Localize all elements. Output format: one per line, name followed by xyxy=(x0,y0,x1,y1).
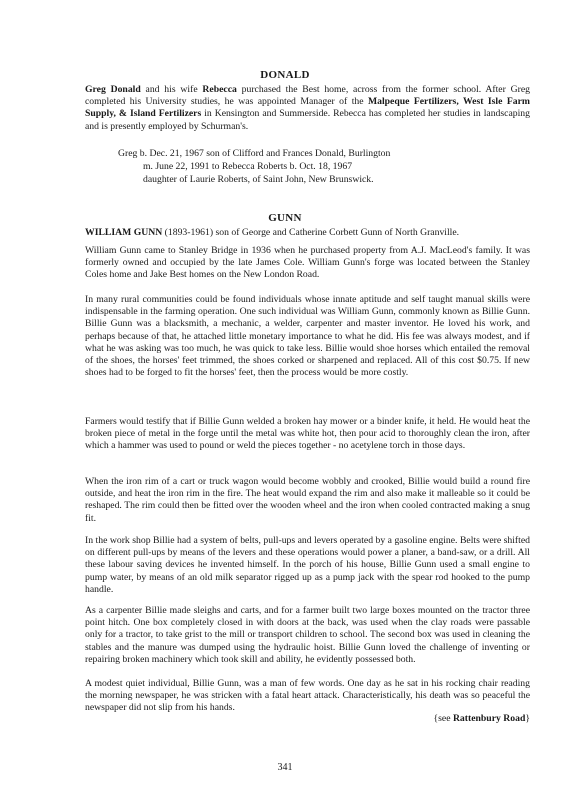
text-run: in Kensington and Summerside. Rebecca has completed her studies in landscaping and is presently employed by Schurman's. xyxy=(85,108,530,132)
paragraph: Farmers would testify that if Billie Gunn welded a broken hay mower or a binder knife, it held. He would heat the broken piece of metal in the forge until the metal was white hot, then pour acid to thoroughly clean the iron, after which a hammer was used to pound or weld the pieces together - no acetylene torch in those days. xyxy=(85,416,530,452)
donald-intro-paragraph xyxy=(85,84,530,133)
reference-name: Rattenbury Road xyxy=(452,713,526,724)
genealogy-line-marriage: m. June 22, 1991 to Rebecca Roberts b. Oct. 18, 1967 xyxy=(143,161,353,172)
paragraph: As a carpenter Billie made sleighs and carts, and for a farmer built two large boxes mounted on the tractor three point hitch. One box completely closed in with doors at the back, was used when the clay roads were passable only for a tractor, to take grist to the mill or transport children to school. The second box was used in cleaning the stables and the manure was dumped using the hydraulic hoist. Billie Gunn loved the challenge of inventing or repairing broken machinery which took skill and ability, he evidently possessed both. xyxy=(85,605,530,665)
text-run: purchased the Best home, across from the former school. After Greg completed his University studies, he was appointed Manager of the xyxy=(85,84,530,108)
text-run: {see xyxy=(433,713,453,724)
text-run: (1893-1961) son of George and Catherine Corbett Gunn of North Granville. xyxy=(162,227,460,238)
genealogy-line-birth: Greg b. Dec. 21, 1967 son of Clifford and Frances Donald, Burlington xyxy=(118,148,391,159)
paragraph: When the iron rim of a cart or truck wagon would become wobbly and crooked, Billie would build a round fire outside, and heat the iron rim in the fire. The heat would expand the rim and also make it malleable so it could be reshaped. The rim could then be fitted over the wooden wheel and the iron when cooled contracted making a snug fit. xyxy=(85,476,530,524)
text-run: and his wife xyxy=(140,84,203,95)
text-run: } xyxy=(525,713,530,724)
paragraph: In the work shop Billie had a system of belts, pull-ups and levers operated by a gasoline engine. Belts were shifted on different pull-ups by means of the levers and these operations would power a planer, a band-saw, or a drill. All these labour saving devices he invented himself. In the porch of his house, Billie Gunn used a small engine to pump water, by means of an old milk separator rigged up as a pump jack with the spear rod hooked to the pump handle. xyxy=(85,535,530,595)
gunn-title-line xyxy=(85,227,530,239)
paragraph: A modest quiet individual, Billie Gunn, was a man of few words. One day as he sat in his rocking chair reading the morning newspaper, he was stricken with a fatal heart attack. Characteristically, his death was so peaceful the newspaper did not slip from his hands. xyxy=(85,678,530,714)
page-number: 341 xyxy=(277,762,293,773)
paragraph: William Gunn came to Stanley Bridge in 1936 when he purchased property from A.J. MacLeod's family. It was formerly owned and occupied by the late James Cole. William Gunn's forge was located between the Stanley Coles home and Jake Best homes on the New London Road. xyxy=(85,245,530,281)
company-names: Malpeque Fertilizers, West Isle Farm Supply, & Island Fertilizers xyxy=(85,96,530,120)
see-also-reference xyxy=(433,713,530,724)
spouse-name: Rebecca xyxy=(202,84,237,95)
paragraph: In many rural communities could be found individuals whose innate aptitude and self taught manual skills were indispensable in the farming operation. One such individual was William Gunn, commonly known as Billie Gunn. Billie Gunn was a blacksmith, a mechanic, a welder, carpenter and master inventor. He loved his work, and perhaps because of that, he attached little monetary importance to what he did. His fee was always modest, and if what he was asking was too much, he was quick to take less. Billie would shoe horses which entailed the removal of the shoes, the horses' feet trimmed, the shoes corked or sharpened and replaced. All of this cost $0.75. If new shoes had to be forged to fit the horses' feet, then the process would be more costly. xyxy=(85,294,530,379)
genealogy-line-daughter: daughter of Laurie Roberts, of Saint John, New Brunswick. xyxy=(143,174,374,185)
person-name: WILLIAM GUNN xyxy=(85,227,163,238)
person-name: Greg Donald xyxy=(85,84,141,95)
section-heading-gunn: GUNN xyxy=(268,212,302,224)
section-heading-donald: DONALD xyxy=(260,69,310,81)
